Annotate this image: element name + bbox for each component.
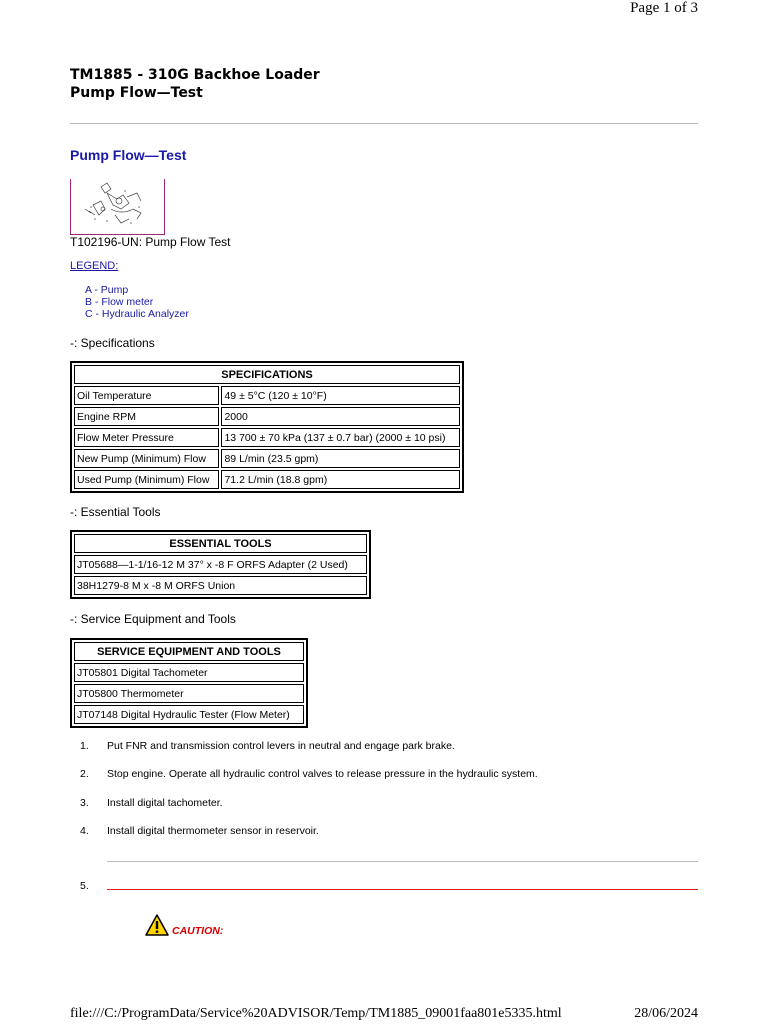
step-item: [80, 740, 455, 752]
table-row: [74, 555, 367, 574]
table-row: [74, 470, 460, 489]
warning-triangle-icon: [145, 914, 169, 936]
spec-name: New Pump (Minimum) Flow: [74, 449, 219, 468]
equipment-item: JT05800 Thermometer: [74, 684, 304, 703]
figure-caption: T102196-UN: Pump Flow Test: [70, 235, 231, 249]
equipment-item: JT05801 Digital Tachometer: [74, 663, 304, 682]
page-footer: [70, 1006, 698, 1022]
spec-value: 71.2 L/min (18.8 gpm): [221, 470, 460, 489]
service-equipment-label: -: Service Equipment and Tools: [70, 612, 236, 626]
table-row: [74, 386, 460, 405]
legend-item: B - Flow meter: [85, 296, 154, 308]
step-item: [80, 880, 107, 892]
caution-label: CAUTION:: [172, 925, 224, 937]
pump-flow-figure[interactable]: [70, 179, 165, 235]
table-row: [74, 663, 304, 682]
spec-name: Used Pump (Minimum) Flow: [74, 470, 219, 489]
service-equipment-table: [70, 638, 308, 728]
table-header: ESSENTIAL TOOLS: [74, 534, 367, 553]
header-subtitle: Pump Flow—Test: [70, 85, 203, 101]
pump-flow-illustration: [71, 179, 164, 234]
legend-item: A - Pump: [85, 284, 129, 296]
table-header: SERVICE EQUIPMENT AND TOOLS: [74, 642, 304, 661]
table-row: [74, 407, 460, 426]
spec-name: Engine RPM: [74, 407, 219, 426]
legend-list: [85, 284, 189, 320]
legend-item: C - Hydraulic Analyzer: [85, 308, 189, 320]
tool-item: 38H1279-8 M x -8 M ORFS Union: [74, 576, 367, 595]
header-divider: [70, 123, 698, 124]
footer-path: file:///C:/ProgramData/Service%20ADVISOR/Temp/TM1885_09001faa801e5335.html: [70, 1006, 562, 1021]
table-row: [74, 428, 460, 447]
step-number: 2.: [80, 768, 89, 780]
spec-value: 89 L/min (23.5 gpm): [221, 449, 460, 468]
table-row: [74, 576, 367, 595]
spec-value: 13 700 ± 70 kPa (137 ± 0.7 bar) (2000 ± 10 psi): [221, 428, 460, 447]
step-text: Put FNR and transmission control levers in neutral and engage park brake.: [107, 740, 455, 752]
caution-block: [145, 914, 224, 941]
essential-tools-table: [70, 530, 371, 599]
step-number: 4.: [80, 825, 89, 837]
spec-value: 2000: [221, 407, 460, 426]
table-row: [74, 449, 460, 468]
step-text: Stop engine. Operate all hydraulic control valves to release pressure in the hydraulic system.: [107, 768, 538, 780]
page-number: Page 1 of 3: [630, 0, 698, 16]
step-text: Install digital thermometer sensor in reservoir.: [107, 825, 319, 837]
step-text: Install digital tachometer.: [107, 797, 223, 809]
spec-value: 49 ± 5°C (120 ± 10°F): [221, 386, 460, 405]
step-number: 5.: [80, 880, 89, 892]
step-number: 1.: [80, 740, 89, 752]
header-title: TM1885 - 310G Backhoe Loader: [70, 67, 320, 83]
step-item: [80, 825, 319, 837]
specifications-label: -: Specifications: [70, 336, 155, 350]
tool-item: JT05688—1-1/16-12 M 37° x -8 F ORFS Adapter (2 Used): [74, 555, 367, 574]
step-number: 3.: [80, 797, 89, 809]
spec-name: Flow Meter Pressure: [74, 428, 219, 447]
spec-name: Oil Temperature: [74, 386, 219, 405]
table-row: [74, 705, 304, 724]
essential-tools-label: -: Essential Tools: [70, 505, 161, 519]
step-item: [80, 797, 223, 809]
legend-link[interactable]: LEGEND:: [70, 260, 119, 272]
specifications-table: [70, 361, 464, 493]
caution-divider: [107, 889, 698, 890]
footer-date: 28/06/2024: [634, 1006, 698, 1021]
equipment-item: JT07148 Digital Hydraulic Tester (Flow Meter): [74, 705, 304, 724]
step-divider: [107, 861, 698, 862]
table-header: SPECIFICATIONS: [74, 365, 460, 384]
step-item: [80, 768, 538, 780]
section-title: Pump Flow—Test: [70, 147, 187, 163]
table-row: [74, 684, 304, 703]
document-header: [70, 66, 320, 102]
